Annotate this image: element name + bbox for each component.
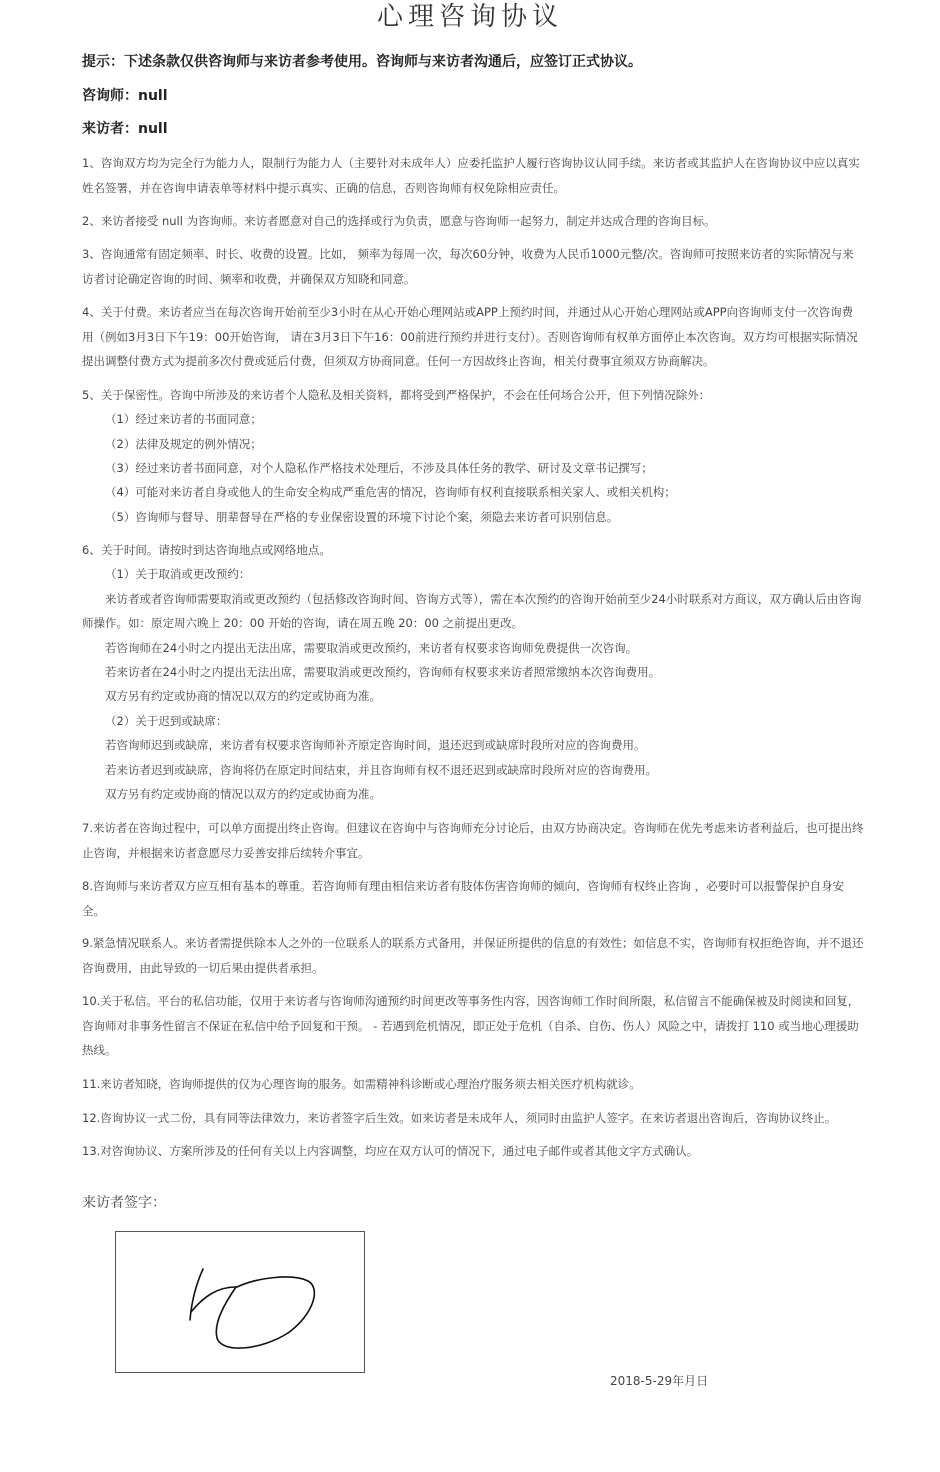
counselor-name: 咨询师：null xyxy=(82,88,168,104)
clause-6-text: 若来访者在24小时之内提出无法出席，需要取消或更改预约，咨询师有权要求来访者照常缴纳本次咨询费用。 xyxy=(105,665,661,679)
clause-8: 8.咨询师与来访者双方应互相有基本的尊重。若咨询师有理由相信来访者有肢体伤害咨询师的倾向，咨询师有权终止咨询 ，必要时可以报警保护自身安全。 xyxy=(82,879,845,918)
clause-6-text: 来访者或者咨询师需要取消或更改预约（包括修改咨询时间、咨询方式等），需在本次预约的咨询开始前至少24小时联系对方商议，双方确认后由咨询 xyxy=(105,592,862,606)
notice-text: 提示：下述条款仅供咨询师与来访者参考使用。咨询师与来访者沟通后，应签订正式协议。 xyxy=(82,54,642,70)
clause-6-intro: 6、关于时间。请按时到达咨询地点或网络地点。 xyxy=(82,543,331,557)
clause-5-item: （4）可能对来访者自身或他人的生命安全构成严重危害的情况，咨询师有权利直接联系相关家人、或相关机构； xyxy=(105,485,676,499)
clause-6-text: 双方另有约定或协商的情况以双方的约定或协商为准。 xyxy=(105,787,381,801)
clause-3: 3、咨询通常有固定频率、时长、收费的设置。比如， 频率为每周一次，每次60分钟，收费为人民币1000元整/次。咨询师可按照来访者的实际情况与来访者讨论确定咨询的时间、频率和收费，并确保双方知晓和同意。 xyxy=(82,247,854,286)
clause-6-text: 双方另有约定或协商的情况以双方的约定或协商为准。 xyxy=(105,689,381,703)
clause-11: 11.来访者知晓，咨询师提供的仅为心理咨询的服务。如需精神科诊断或心理治疗服务须去相关医疗机构就诊。 xyxy=(82,1077,641,1091)
clause-9: 9.紧急情况联系人。来访者需提供除本人之外的一位联系人的联系方式备用，并保证所提供的信息的有效性；如信息不实，咨询师有权拒绝咨询，并不退还咨询费用，由此导致的一切后果由提供者承担。 xyxy=(82,936,864,975)
clause-6-text: 师操作。如：原定周六晚上 20：00 开始的咨询，请在周五晚 20：00 之前提出更改。 xyxy=(82,616,524,630)
clause-10: 10.关于私信。平台的私信功能，仅用于来访者与咨询师沟通预约时间更改等事务性内容，因咨询师工作时间所限，私信留言不能确保被及时阅读和回复，咨询师对非事务性留言不保证在私信中给予回复和干预。 - 若遇到危机情况，即正处于危机（自杀、自伤、伤人）风险之中，请拨打 110 或当地心理援助热线。 xyxy=(82,994,860,1057)
clause-5-item: （2）法律及规定的例外情况； xyxy=(105,437,262,451)
clause-5-item: （1）经过来访者的书面同意； xyxy=(105,412,262,426)
clause-12: 12.咨询协议一式二份，具有同等法律效力，来访者签字后生效。如来访者是未成年人，须同时由监护人签字。在来访者退出咨询后，咨询协议终止。 xyxy=(82,1111,837,1125)
clause-13: 13.对咨询协议、方案所涉及的任何有关以上内容调整，均应在双方认可的情况下，通过电子邮件或者其他文字方式确认。 xyxy=(82,1144,699,1158)
clause-4: 4、关于付费。来访者应当在每次咨询开始前至少3小时在从心开始心理网站或APP上预约时间，并通过从心开始心理网站或APP向咨询师支付一次咨询费用（例如3月3日下午19：00开始咨询， 请在3月3日下午16：00前进行预约并进行支付）。否则咨询师有权单方面停止本次咨询。双方均可根据实际情况提出调整付费方式为提前多次付费或延后付费，但须双方协商同意。任何一方因故终止咨询，相关付费事宜须双方协商解决。 xyxy=(82,305,858,368)
clause-5-intro: 5、关于保密性。咨询中所涉及的来访者个人隐私及相关资料，都将受到严格保护，不会在任何场合公开，但下列情况除外： xyxy=(82,388,711,402)
signature-drawing xyxy=(116,1232,364,1372)
page-title: 心理咨询协议 xyxy=(376,2,563,32)
clause-6-text: 若咨询师在24小时之内提出无法出席，需要取消或更改预约，来访者有权要求咨询师免费提供一次咨询。 xyxy=(105,641,638,655)
clause-1: 1、咨询双方均为完全行为能力人，限制行为能力人（主要针对未成年人）应委托监护人履行咨询协议认同手续。来访者或其监护人在咨询协议中应以真实姓名签署，并在咨询申请表单等材料中提示真实、正确的信息，否则咨询师有权免除相应责任。 xyxy=(82,156,860,195)
clause-6-sub-heading: （2）关于迟到或缺席： xyxy=(105,714,228,728)
signature-date: 2018-5-29年月日 xyxy=(610,1374,709,1388)
clause-6-text: 若咨询师迟到或缺席，来访者有权要求咨询师补齐原定咨询时间，退还迟到或缺席时段所对应的咨询费用。 xyxy=(105,738,646,752)
clause-6-text: 若来访者迟到或缺席，咨询将仍在原定时间结束，并且咨询师有权不退还迟到或缺席时段所对应的咨询费用。 xyxy=(105,763,657,777)
clause-5-item: （5）咨询师与督导、朋辈督导在严格的专业保密设置的环境下讨论个案，须隐去来访者可识别信息。 xyxy=(105,510,619,524)
clause-7: 7.来访者在咨询过程中，可以单方面提出终止咨询。但建议在咨询中与咨询师充分讨论后，由双方协商决定。咨询师在优先考虑来访者利益后，也可提出终止咨询，并根据来访者意愿尽力妥善安排后续转介事宜。 xyxy=(82,821,864,860)
clause-5-item: （3）经过来访者书面同意，对个人隐私作严格技术处理后，不涉及具体任务的教学、研讨及文章书记撰写； xyxy=(105,461,653,475)
signature-box[interactable] xyxy=(115,1231,365,1373)
clause-2: 2、来访者接受 null 为咨询师。来访者愿意对自己的选择或行为负责，愿意与咨询师一起努力，制定并达成合理的咨询目标。 xyxy=(82,214,716,228)
visitor-name: 来访者：null xyxy=(82,121,168,137)
clause-6-sub-heading: （1）关于取消或更改预约： xyxy=(105,567,251,581)
signature-label: 来访者签字： xyxy=(82,1195,166,1211)
